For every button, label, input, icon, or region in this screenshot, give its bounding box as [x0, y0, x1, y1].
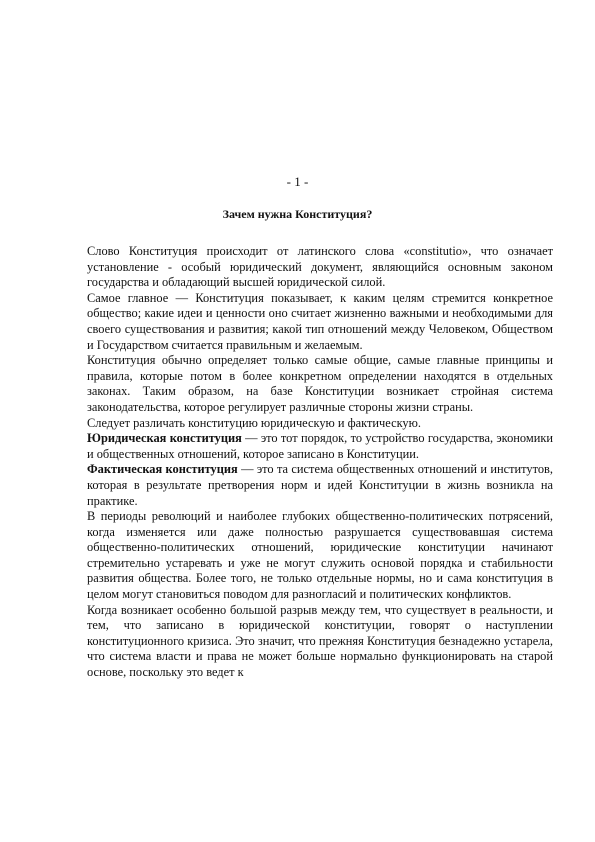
paragraph-constitutional-crisis	[87, 603, 553, 681]
document-title: Зачем нужна Конституция?	[222, 207, 373, 221]
paragraph-main-purpose	[87, 291, 553, 353]
paragraph-principles	[87, 353, 553, 415]
paragraph-text: — это тот порядок, то устройство государства, экономики и общественных отношений, которое записано в Конституции.	[87, 431, 553, 461]
paragraph-text: В периоды революций и наиболее глубоких общественно-политических потрясений, когда изменяется или даже полностью разрушается существовавшая система общественно-политических отношений, юридические конституции начинают стремительно устаревать и уже не могут служить основой порядка и стабильности развития общества. Более того, не только отдельные нормы, но и сама конституция в целом могут становиться поводом для разногласий и политических конфликтов.	[87, 509, 553, 602]
paragraph-origin	[87, 244, 553, 291]
paragraph-text: Слово Конституция происходит от латинского слова «constitutio», что означает установление - особый юридический документ, являющийся основным законом государства и обладающий высшей юридической силой.	[87, 244, 553, 290]
paragraph-legal-constitution	[87, 431, 553, 462]
term-legal-constitution: Юридическая конституция	[87, 431, 242, 446]
paragraph-text: Когда возникает особенно большой разрыв между тем, что существует в реальности, и тем, что записано в юридической конституции, говорят о наступлении конституционного кризиса. Это значит, что прежняя Конституция безнадежно устарела, что система власти и права не может больше нормально функционировать на старой основе, поскольку это ведет к	[87, 602, 553, 680]
paragraph-text: — это та система общественных отношений и институтов, которая в результате претворения норм и идей Конституции в жизнь возникла на практике.	[87, 462, 553, 508]
paragraph-text: Самое главное — Конституция показывает, к каким целям стремится конкретное общество; какие идеи и ценности оно считает жизненно важными и необходимыми для своего существования и развития; какой тип отношений между Человеком, Обществом и Государством считается правильным и желаемым.	[87, 290, 553, 352]
term-actual-constitution: Фактическая конституция	[87, 462, 238, 477]
paragraph-text: Следует различать конституцию юридическую и фактическую.	[87, 415, 421, 430]
paragraph-actual-constitution	[87, 462, 553, 509]
paragraph-distinction	[87, 416, 553, 432]
paragraph-revolutions	[87, 509, 553, 603]
paragraph-text: Конституция обычно определяет только самые общие, самые главные принципы и правила, которые потом в более конкретном определении находятся в отдельных законах. Таким образом, на базе Конституции возникает стройная система законодательства, которое регулирует различные стороны жизни страны.	[87, 353, 553, 414]
page-number: - 1 -	[286, 174, 309, 189]
document-body	[87, 244, 553, 681]
